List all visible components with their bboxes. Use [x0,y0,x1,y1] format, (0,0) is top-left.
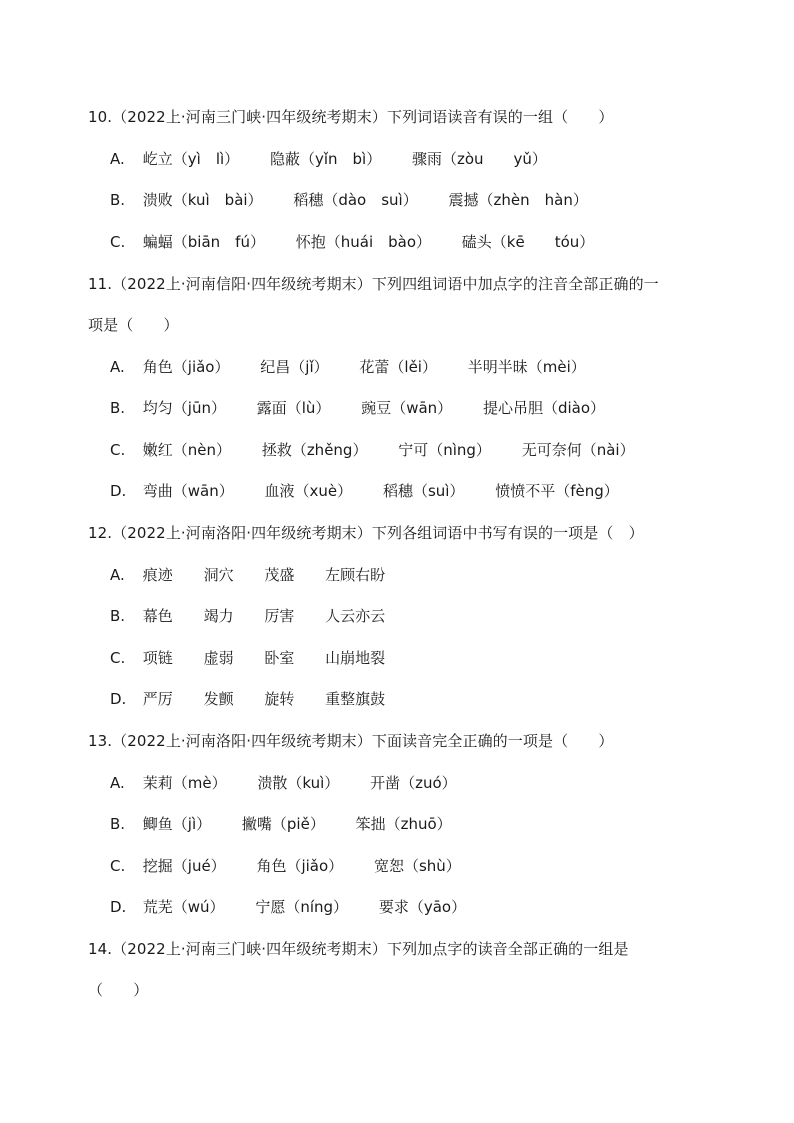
option-item: 稻穗（suì） [382,482,465,500]
option-letter: D. [110,482,127,500]
option-item: 重整旗鼓 [325,690,386,708]
question-10-stem: 10.（2022上·河南三门峡·四年级统考期末）下列词语读音有误的一组（ ） [88,108,614,126]
question-12-option-c[interactable] [110,646,730,670]
option-item: 均匀（jūn） [142,399,226,417]
option-letter: C. [110,649,126,667]
option-item: 人云亦云 [325,607,386,625]
option-letter: C. [110,857,126,875]
option-item: 荒芜（wú） [142,898,225,916]
option-letter: A. [110,150,125,168]
option-item: 骤雨（zòu yǔ） [411,150,547,168]
question-13-stem: 13.（2022上·河南洛阳·四年级统考期末）下面读音完全正确的一项是（ ） [88,732,614,750]
option-letter: C. [110,233,126,251]
option-item: 项链 [142,649,173,667]
option-item: 痕迹 [142,566,173,584]
option-item: 溃散（kuì） [257,774,340,792]
option-item: 竭力 [203,607,234,625]
option-item: 豌豆（wān） [361,399,453,417]
option-item: 蝙蝠（biān fú） [142,233,265,251]
option-letter: B. [110,607,126,625]
question-10-option-a[interactable] [110,147,730,171]
option-item: 纪昌（jǐ） [260,358,329,376]
option-item: 提心吊胆（diào） [482,399,606,417]
question-14-stem-cont: （ ） [88,981,149,999]
option-item: 要求（yāo） [378,898,467,916]
option-item: 震撼（zhèn hàn） [448,191,588,209]
question-10-option-c[interactable] [110,230,730,254]
option-letter: A. [110,774,125,792]
option-item: 幕色 [142,607,173,625]
question-10-option-b[interactable] [110,188,730,212]
option-letter: D. [110,898,127,916]
option-item: 挖掘（jué） [142,857,226,875]
question-14-stem: 14.（2022上·河南三门峡·四年级统考期末）下列加点字的读音全部正确的一组是 [88,940,629,958]
option-letter: A. [110,358,125,376]
option-item: 发颤 [203,690,234,708]
question-12-option-d[interactable] [110,687,730,711]
question-13-option-b[interactable] [110,812,730,836]
option-item: 角色（jiǎo） [256,857,344,875]
option-item: 左顾右盼 [325,566,386,584]
option-item: 愤愤不平（fèng） [495,482,619,500]
option-letter: C. [110,441,126,459]
option-item: 宽恕（shù） [373,857,461,875]
option-item: 拯救（zhěng） [261,441,368,459]
option-item: 花蕾（lěi） [359,358,437,376]
question-13-option-d[interactable] [110,895,730,919]
question-11-option-b[interactable] [110,396,730,420]
option-item: 洞穴 [203,566,234,584]
question-11-option-d[interactable] [110,479,730,503]
option-item: 血液（xuè） [264,482,353,500]
option-item: 半明半昧（mèi） [467,358,586,376]
option-item: 宁可（nìng） [398,441,491,459]
option-item: 隐蔽（yǐn bì） [269,150,382,168]
option-item: 鲫鱼（jì） [142,815,212,833]
option-letter: A. [110,566,125,584]
option-item: 笨拙（zhuō） [355,815,452,833]
question-12-stem: 12.（2022上·河南洛阳·四年级统考期末）下列各组词语中书写有误的一项是（ ） [88,524,644,542]
option-item: 旋转 [264,690,295,708]
option-item: 严厉 [142,690,173,708]
option-letter: D. [110,690,127,708]
option-item: 无可奈何（nài） [521,441,635,459]
question-12-option-a[interactable] [110,563,730,587]
question-13-option-c[interactable] [110,854,730,878]
option-item: 露面（lù） [256,399,331,417]
option-item: 宁愿（níng） [255,898,349,916]
option-item: 嫩红（nèn） [142,441,232,459]
option-item: 弯曲（wān） [142,482,234,500]
option-item: 怀抱（huái bào） [295,233,432,251]
option-item: 溃败（kuì bài） [142,191,263,209]
question-11-stem-cont: 项是（ ） [88,316,179,334]
option-item: 稻穗（dào suì） [293,191,418,209]
option-item: 屹立（yì lì） [142,150,240,168]
option-letter: B. [110,399,126,417]
question-11-stem: 11.（2022上·河南信阳·四年级统考期末）下列四组词语中加点字的注音全部正确的一 [88,275,659,293]
option-item: 撇嘴（piě） [241,815,325,833]
question-13-option-a[interactable] [110,771,730,795]
question-11-option-c[interactable] [110,438,730,462]
question-12-option-b[interactable] [110,604,730,628]
option-letter: B. [110,191,126,209]
option-item: 磕头（kē tóu） [461,233,595,251]
option-item: 卧室 [264,649,295,667]
question-11-option-a[interactable] [110,355,730,379]
option-item: 茉莉（mè） [142,774,227,792]
option-item: 开凿（zuó） [370,774,457,792]
option-letter: B. [110,815,126,833]
option-item: 山崩地裂 [325,649,386,667]
option-item: 茂盛 [264,566,295,584]
option-item: 虚弱 [203,649,234,667]
option-item: 厉害 [264,607,295,625]
option-item: 角色（jiǎo） [142,358,230,376]
